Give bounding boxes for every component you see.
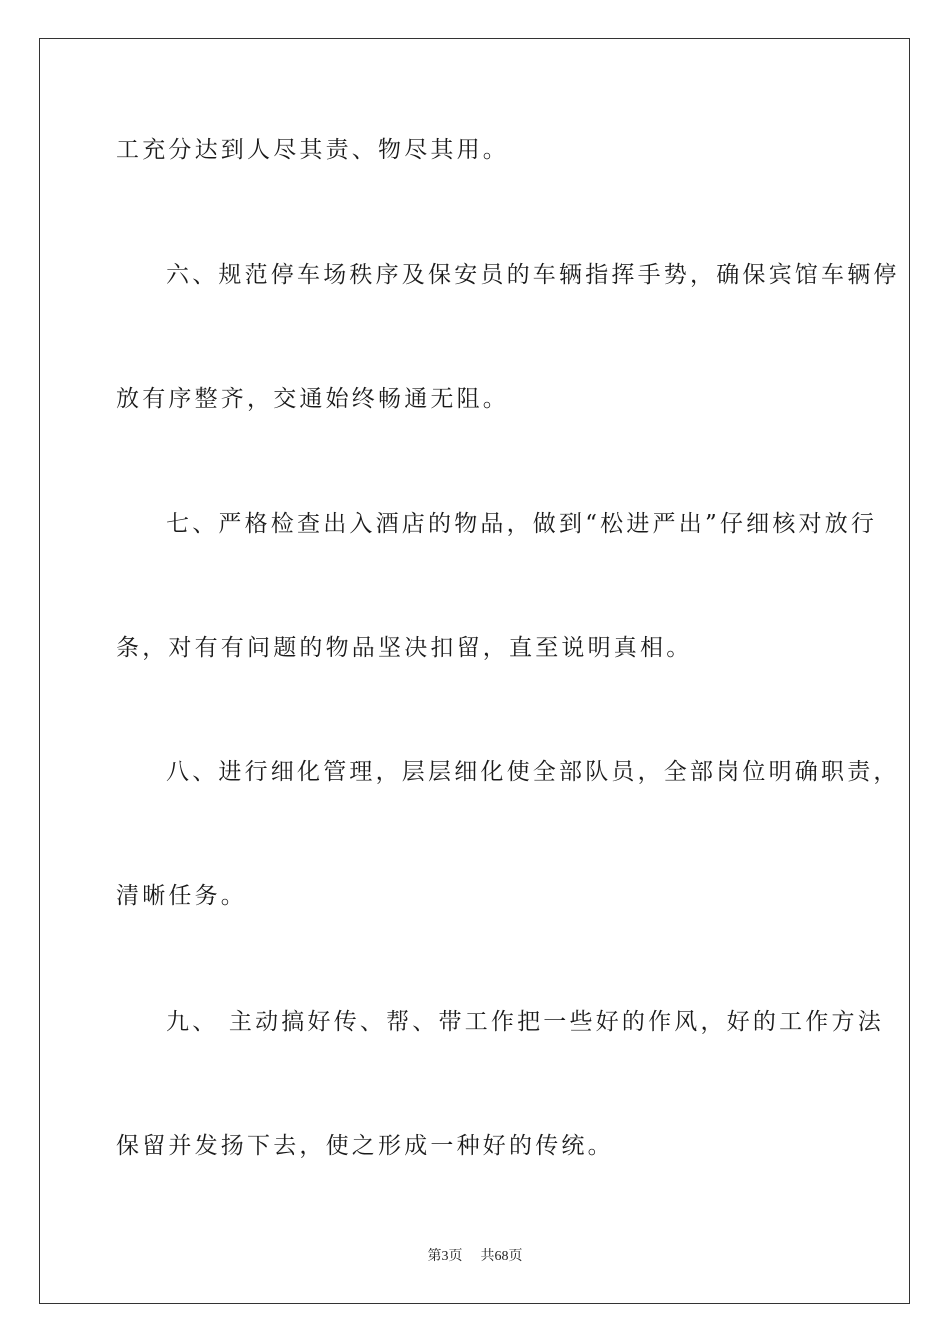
paragraph-line-4: 七、严格检查出入酒店的物品，做到“松进严出”仔细核对放行 [166, 511, 878, 537]
total-pages: 共68页 [480, 1249, 523, 1264]
paragraph-line-1: 工充分达到人尽其责、物尽其用。 [116, 137, 509, 163]
paragraph-line-5: 条，对有有问题的物品坚决扣留，直至说明真相。 [116, 635, 693, 661]
paragraph-line-3: 放有序整齐，交通始终畅通无阻。 [116, 386, 509, 412]
paragraph-line-8: 九、 主动搞好传、帮、带工作把一些好的作风，好的工作方法 [166, 1009, 884, 1035]
paragraph-line-2: 六、规范停车场秩序及保安员的车辆指挥手势，确保宾馆车辆停 [166, 262, 900, 288]
paragraph-line-6: 八、进行细化管理，层层细化使全部队员，全部岗位明确职责， [166, 759, 900, 785]
page-number: 第3页 [427, 1249, 463, 1264]
page-border [39, 38, 910, 1304]
paragraph-line-7: 清晰任务。 [116, 883, 247, 909]
page-footer [0, 1247, 950, 1267]
paragraph-line-9: 保留并发扬下去，使之形成一种好的传统。 [116, 1133, 614, 1159]
